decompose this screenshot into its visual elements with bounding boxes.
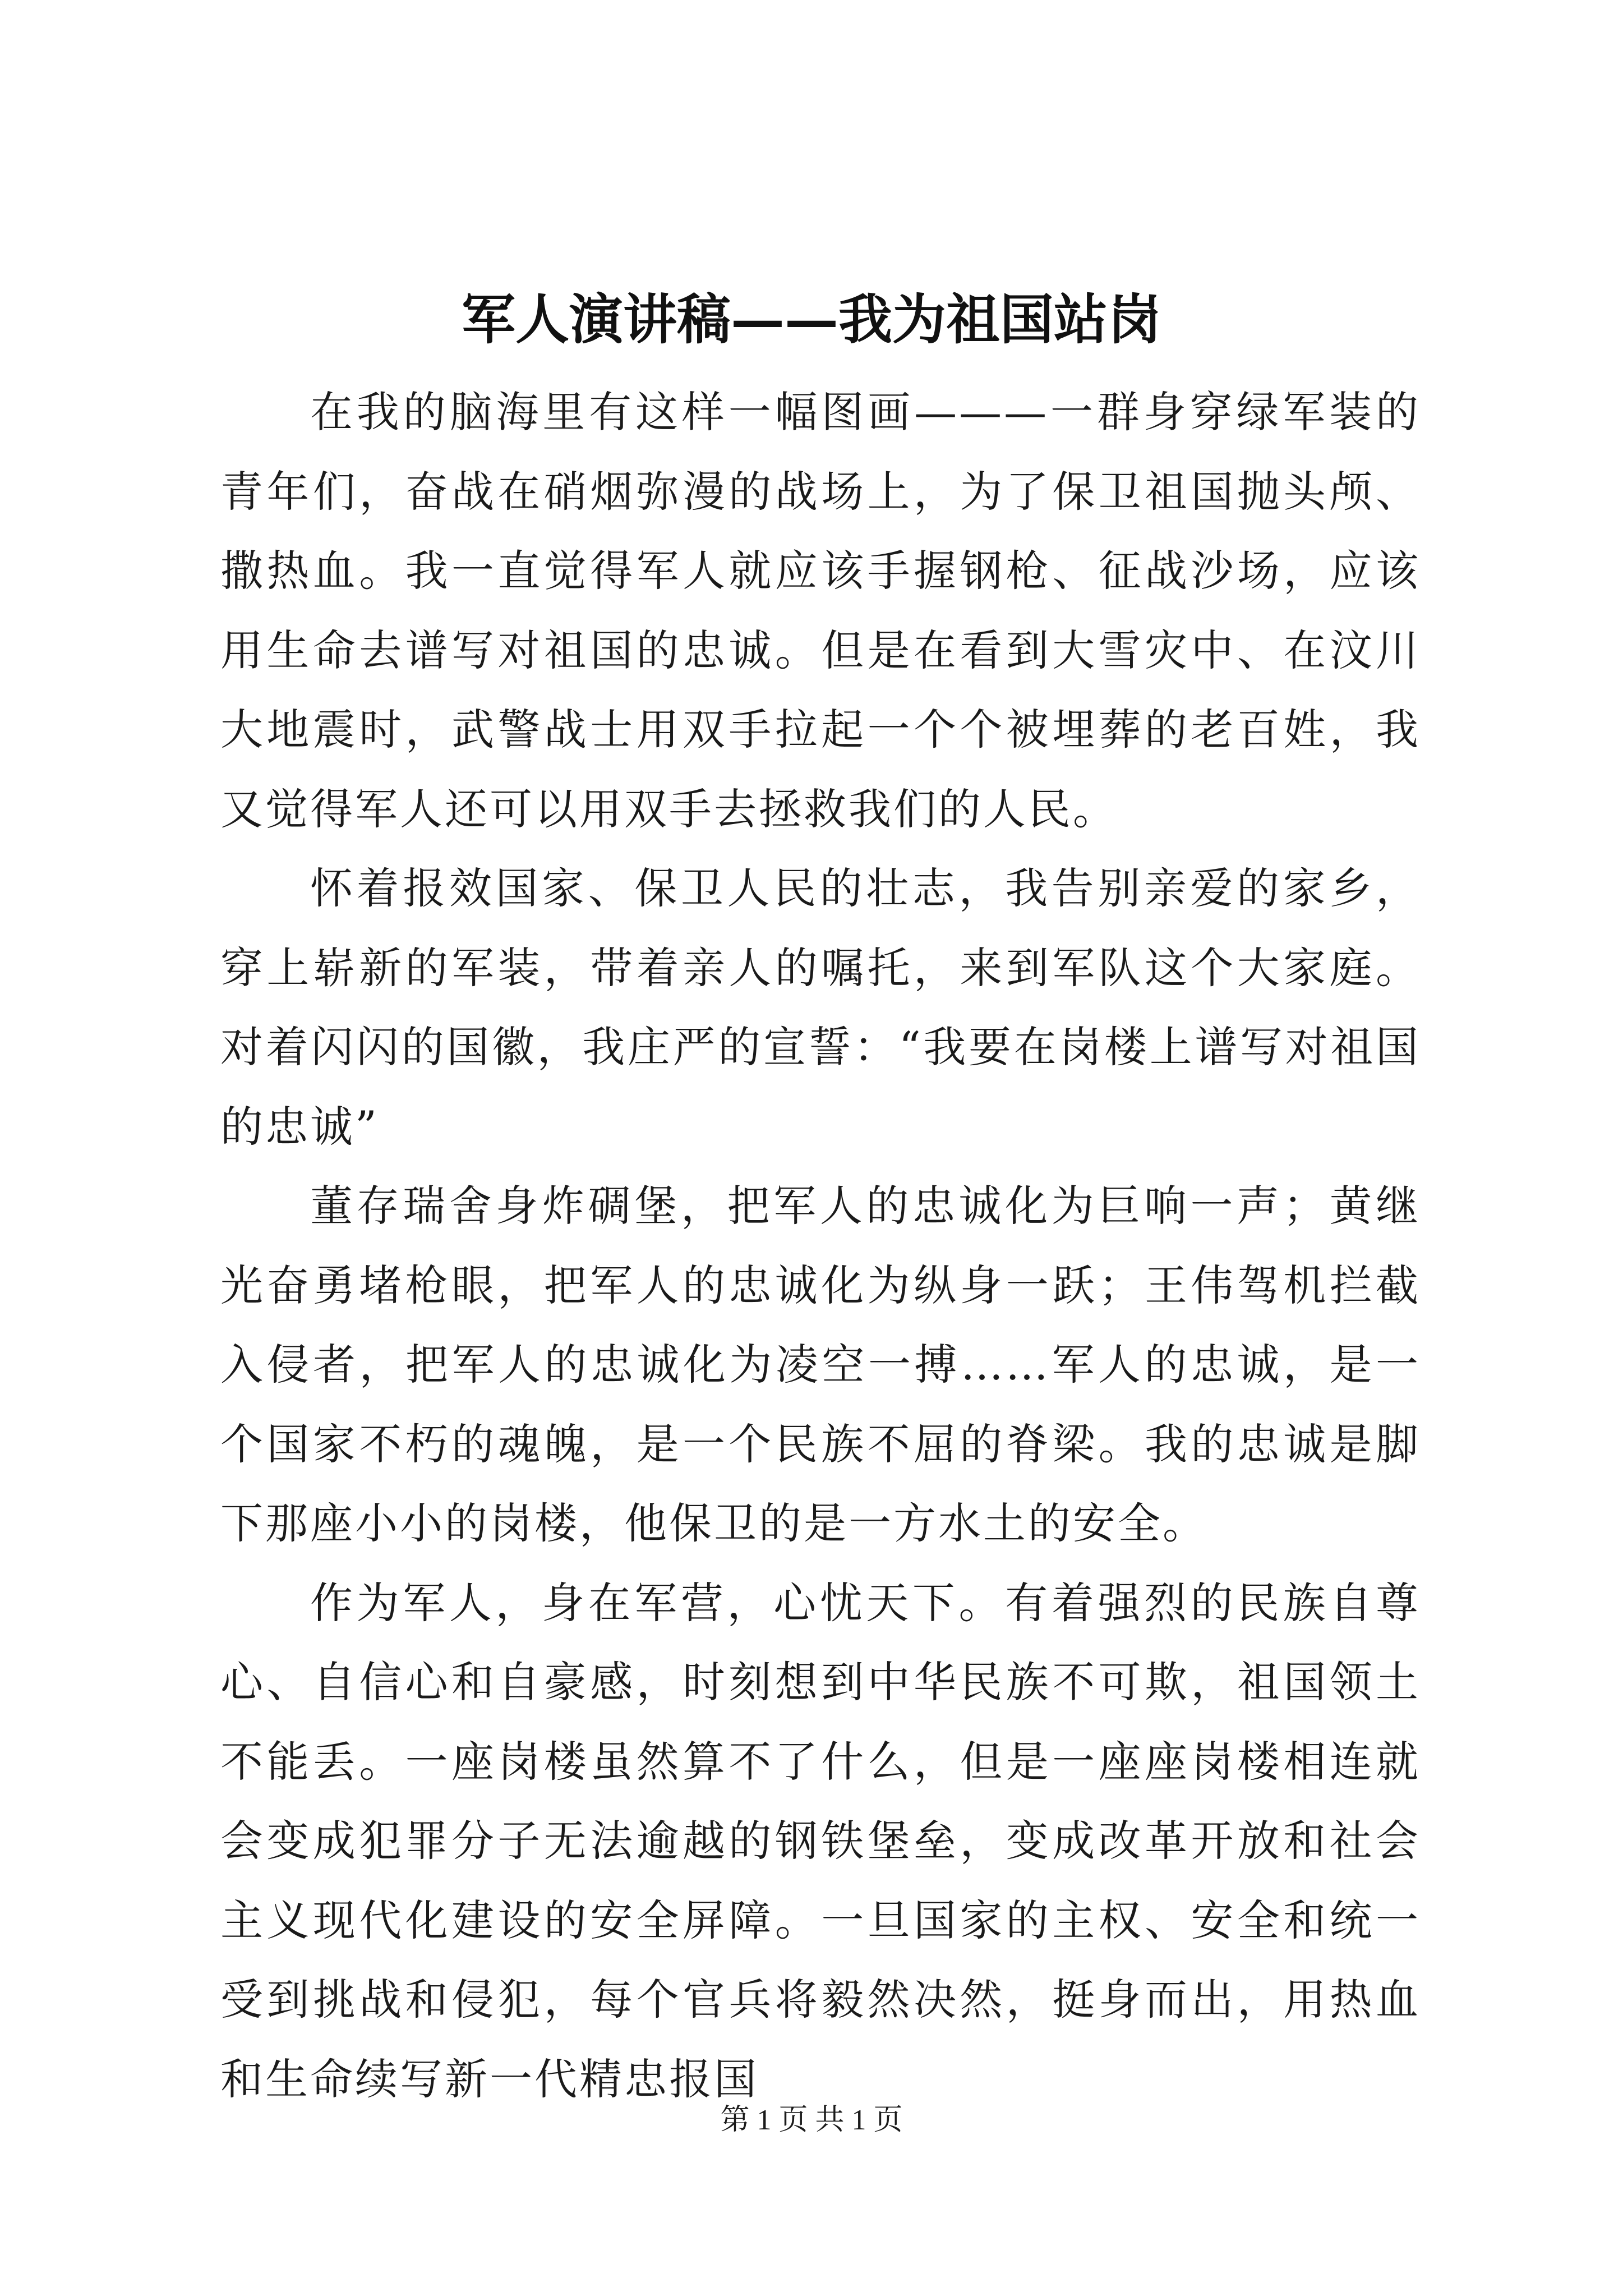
page-footer: 第 1 页 共 1 页: [720, 2104, 903, 2136]
document-title: 军人演讲稿——我为祖国站岗: [462, 288, 1161, 351]
paragraph-4: 作为军人，身在军营，心忧天下。有着强烈的民族自尊心、自信心和自豪感，时刻想到中华民族不可欺，祖国领土不能丢。一座岗楼虽然算不了什么，但是一座座岗楼相连就会变成犯罪分子无法逾越的钢铁堡垒，变成改革开放和社会主义现代化建设的安全屏障。一旦国家的主权、安全和统一受到挑战和侵犯，每个官兵将毅然决然，挺身而出，用热血和生命续写新一代精忠报国: [220, 1577, 1421, 2104]
document-body: [220, 372, 1421, 2119]
paragraph-2: 怀着报效国家、保卫人民的壮志，我告别亲爱的家乡，穿上崭新的军装，带着亲人的嘱托，来到军队这个大家庭。对着闪闪的国徽，我庄严的宣誓：“我要在岗楼上谱写对祖国的忠诚”: [220, 863, 1421, 1152]
paragraph-1: 在我的脑海里有这样一幅图画———一群身穿绿军装的青年们，奋战在硝烟弥漫的战场上，为了保卫祖国抛头颅、撒热血。我一直觉得军人就应该手握钢枪、征战沙场，应该用生命去谱写对祖国的忠诚。但是在看到大雪灾中、在汶川大地震时，武警战士用双手拉起一个个被埋葬的老百姓，我又觉得军人还可以用双手去拯救我们的人民。: [220, 387, 1421, 834]
paragraph-3: 董存瑞舍身炸碉堡，把军人的忠诚化为巨响一声；黄继光奋勇堵枪眼，把军人的忠诚化为纵身一跃；王伟驾机拦截入侵者，把军人的忠诚化为凌空一搏……军人的忠诚，是一个国家不朽的魂魄，是一个民族不屈的脊梁。我的忠诚是脚下那座小小的岗楼，他保卫的是一方水土的安全。: [220, 1181, 1421, 1548]
